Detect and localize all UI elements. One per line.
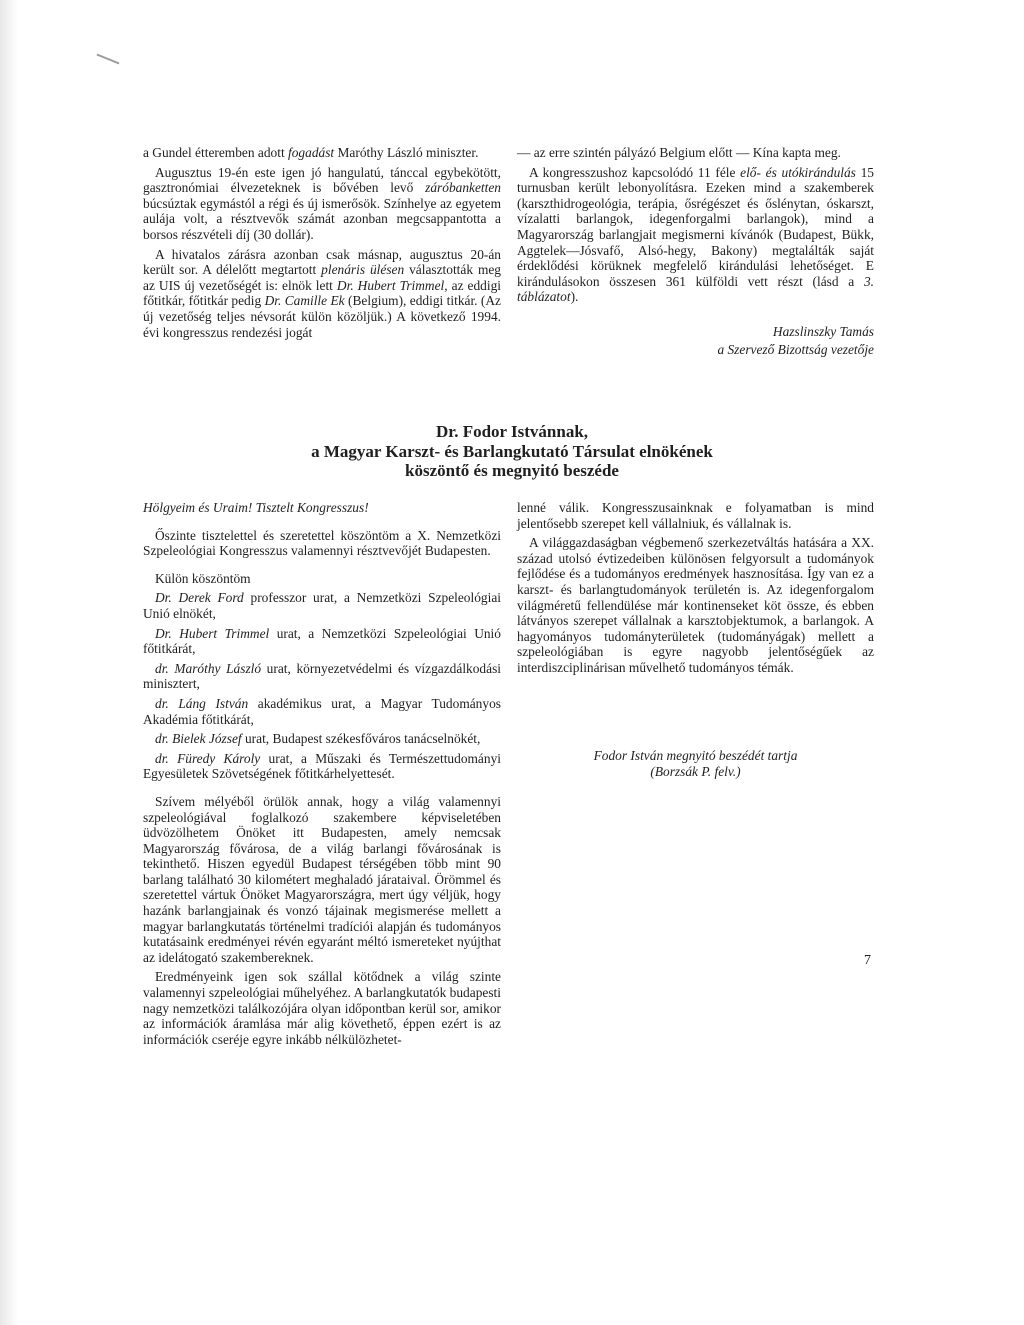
paragraph: Szívem mélyéből örülök annak, hogy a világ valamennyi szpeleológiával foglalkozó szakembere képviseletében üdvözölhetem Önöket itt Budapesten, amely nemcsak Magyarország fővárosa, de a világ barlangi fővárosának is tekinthető. Hiszen egyedül Budapest térségében több mint 90 barlang található 30 kilométert meghaladó járataival. Örömmel és szeretettel vártuk Önöket Magyarországra, mert úgy véljük, hogy hazánk barlangjainak és vonzó tájainak megismerése mellett a magyar barlangkutatás történelmi tradíciói alapján és tudományos kutatásaink eredményei révén egyaránt méltó ismereteket nyújthat az idelátogató szakembereknek. <box>143 793 501 965</box>
caption-line: Fodor István megnyitó beszédét tartja <box>593 748 798 763</box>
photo-caption <box>517 748 874 780</box>
scan-corner-mark <box>96 54 119 65</box>
heading-line: Dr. Fodor Istvánnak, <box>435 422 589 441</box>
paragraph: Augusztus 19-én este igen jó hangulatú, tánccal egybekötött, gasztronómiai élvezeteknek is bővében levő záróbanketten búcsúztak egymástól a régi és új ismerősök. Színhelye az egyetem aulája volt, a résztvevők számát azonban megcsappantotta a borsos részvételi díj (30 dollár). <box>143 164 501 242</box>
paragraph: Külön köszöntöm <box>155 570 251 586</box>
paragraph: a Gundel étteremben adott fogadást Maróthy László miniszter. <box>143 145 479 160</box>
paragraph: Őszinte tisztelettel és szeretettel köszöntöm a X. Nemzetközi Szpeleológiai Kongresszus valamennyi résztvevőjét Budapesten. <box>143 527 501 559</box>
greeted-person: Dr. Derek Ford professzor urat, a Nemzetközi Szpeleológiai Unió elnökét, <box>143 590 502 621</box>
greeted-person: dr. Maróthy László urat, környezetvédelmi és vízgazdálkodási minisztert, <box>143 660 501 692</box>
bottom-left-column <box>143 500 501 1051</box>
greeting: Hölgyeim és Uraim! Tisztelt Kongresszus! <box>143 500 369 515</box>
paragraph: — az erre szintén pályázó Belgium előtt — Kína kapta meg. <box>517 145 841 160</box>
paragraph: A kongresszushoz kapcsolódó 11 féle elő- és utókirándulás 15 turnusban került lebonyolításra. Ezeken mind a szakemberek (karszthidrogeológia, terápia, ősrégészet és őslénytan, óskarszt, vízalatti barlangok, idegenforgalmi barlangok), mind a Magyarország barlangjait megismerni kívánók (Budapest, Bükk, Aggtelek—Jósvafő, Alsó-hegy, Bakony) megtalálták saját érdeklődési körüknek megfelelő kirándulási lehetőséget. E kirándulásokon összesen 361 külföldi vett részt (lásd a 3. táblázatot). <box>517 164 874 305</box>
greeted-person: Dr. Hubert Trimmel urat, a Nemzetközi Szpeleológiai Unió főtitkárát, <box>143 625 501 657</box>
greeted-person: dr. Láng István akadémikus urat, a Magyar Tudományos Akadémia főtitkárát, <box>143 695 501 727</box>
page-number: 7 <box>864 953 871 968</box>
top-right-column <box>517 145 874 363</box>
greeted-person: dr. Füredy Károly urat, a Műszaki és Természettudományi Egyesületek Szövetségének főtitkárhelyettesét. <box>143 750 501 782</box>
article-heading <box>200 422 824 481</box>
paragraph: A hivatalos zárásra azonban csak másnap, augusztus 20-án került sor. A délelőtt megtartott plenáris ülésen választották meg az UIS új vezetőségét is: elnök lett Dr. Hubert Trimmel, az eddigi főtitkár, főtitkár pedig Dr. Camille Ek (Belgium), eddigi titkár. (Az új vezetőség teljes névsorát külön közöljük.) A következő 1994. évi kongresszus rendezési jogát <box>143 246 501 340</box>
top-left-column <box>143 145 501 344</box>
paragraph: Eredményeink igen sok szállal kötődnek a világ szinte valamennyi szpeleológiai műhelyéhez. A barlangkutatók budapesti nagy nemzetközi találkozójára olyan időpontban kerül sor, amikor az információk áramlása már alig követhető, éppen ezért is az információk cseréje egyre inkább nélkülözhetet- <box>143 969 501 1047</box>
greeted-person: dr. Bielek József urat, Budapest székesfőváros tanácselnökét, <box>155 731 481 747</box>
author-signature: Hazslinszky Tamás a Szervező Bizottság vezetője <box>717 323 874 357</box>
caption-line: (Borzsák P. felv.) <box>650 764 741 779</box>
paragraph: lenné válik. Kongresszusainknak e folyamatban is mind jelentősebb szerepet kell vállalniuk, és vállalnak is. <box>517 500 874 531</box>
heading-line: köszöntő és megnyitó beszéde <box>405 461 619 480</box>
paragraph: A világgazdaságban végbemenő szerkezetváltás hatására a XX. század utolsó évtizedeiben különösen felgyorsult a tudományok fejlődése és a tudományos eredmények hasznosítása. Így van ez a karszt- és barlangtudományok területén is. Az idegenforgalom világméretű fellendülése már kontinenseket köt össze, és ebben látványos szerepet vállalnak a karsztobjektumok, a barlangok. A hagyományos tudományterületek (tudományágak) mellett a szpeleológiában is egyre nagyobb jelentőségűek az interdiszciplinárisan művelhető tudományos témák. <box>517 535 874 675</box>
heading-line: a Magyar Karszt- és Barlangkutató Társulat elnökének <box>311 441 713 461</box>
scan-edge-shadow <box>0 0 18 1325</box>
bottom-right-column <box>517 500 874 680</box>
